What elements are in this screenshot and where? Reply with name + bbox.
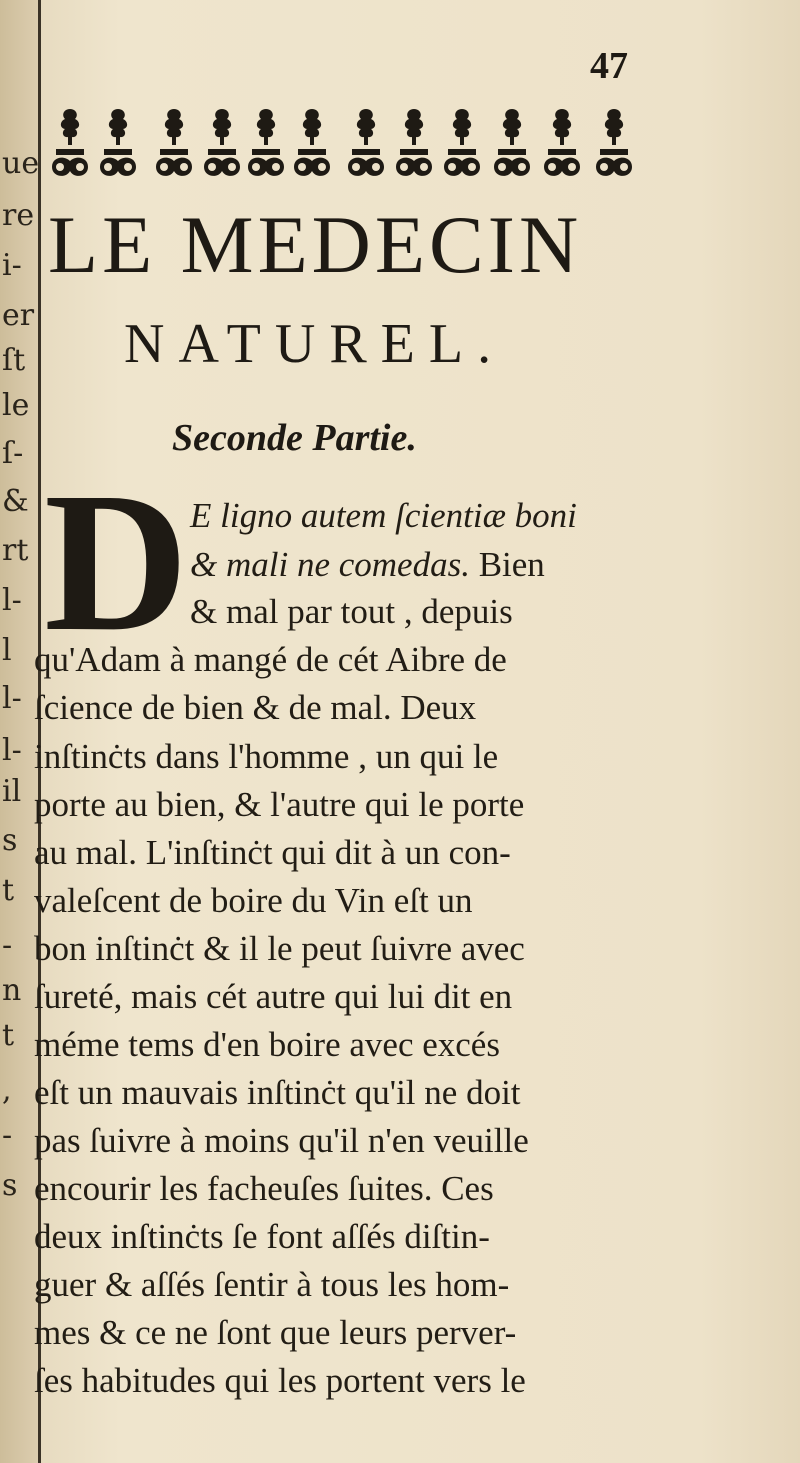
text-line: pas ſuivre à moins qu'il n'en veuille (34, 1121, 529, 1160)
gutter-fragment: n (2, 973, 22, 1008)
gutter-fragment: re (2, 198, 35, 233)
gutter-fragment: l- (2, 583, 22, 618)
gutter-fragment: l- (2, 681, 22, 716)
text-line: deux inſtinċts ſe font aſſés diſtin- (34, 1217, 490, 1256)
text-line: E ligno autem ſcientiæ boni (190, 496, 577, 535)
text-line: & mal par tout , depuis (190, 592, 513, 631)
text-line: porte au bien, & l'autre qui le porte (34, 785, 525, 824)
text-line: eſt un mauvais inſtinċt qu'il ne doit (34, 1073, 521, 1112)
text-line: bon inſtinċt & il le peut ſuivre avec (34, 929, 525, 968)
text-line: inſtinċts dans l'homme , un qui le (34, 737, 499, 776)
gutter-fragment: - (2, 1118, 13, 1153)
text-line: ſureté, mais cét autre qui lui dit en (34, 977, 513, 1016)
text-line: ſcience de bien & de mal. Deux (34, 688, 477, 727)
gutter-fragment: s (2, 823, 18, 858)
text-line: ſes habitudes qui les portent vers le (34, 1361, 526, 1400)
title-line-1: LE MEDECIN (48, 199, 583, 290)
gutter-fragment: l (2, 633, 12, 668)
gutter-fragment: ſ- (2, 436, 24, 471)
gutter-fragment: t (2, 873, 15, 908)
text-line: au mal. L'inſtinċt qui dit à un con- (34, 833, 511, 872)
text-line: encourir les facheuſes ſuites. Ces (34, 1169, 494, 1208)
title-line-2: NATUREL. (124, 313, 506, 375)
gutter-fragment: ſt (2, 343, 26, 378)
text-line: méme tems d'en boire avec excés (34, 1025, 500, 1064)
gutter-fragment: i- (2, 248, 22, 283)
gutter-fragment: & (2, 484, 29, 519)
section-subtitle: Seconde Partie. (172, 417, 417, 459)
gutter-fragment: t (2, 1018, 15, 1053)
gutter-fragment: il (2, 774, 22, 809)
gutter-fragment: le (2, 388, 30, 423)
text-line: valeſcent de boire du Vin eſt un (34, 881, 473, 920)
gutter-fragment: ue (2, 146, 40, 181)
gutter-fragment: rt (2, 533, 29, 568)
text-line: guer & aſſés ſentir à tous les hom- (34, 1265, 510, 1304)
text-line-roman: Bien (469, 545, 545, 584)
text-line: qu'Adam à mangé de cét Aibre de (34, 640, 507, 679)
gutter-fragment: , (2, 1073, 12, 1108)
gutter-fragment: s (2, 1168, 18, 1203)
gutter-fragment: - (2, 928, 13, 963)
drop-cap: D (44, 452, 189, 673)
text-line: mes & ce ne ſont que leurs perver- (34, 1313, 517, 1352)
gutter-fragment: l- (2, 733, 22, 768)
text-line-italic: & mali ne comedas. (190, 545, 470, 584)
gutter-fragment: er (2, 298, 35, 333)
fleuron-ornament-band (44, 95, 644, 180)
page-number: 47 (590, 45, 628, 87)
text-line (190, 545, 545, 585)
